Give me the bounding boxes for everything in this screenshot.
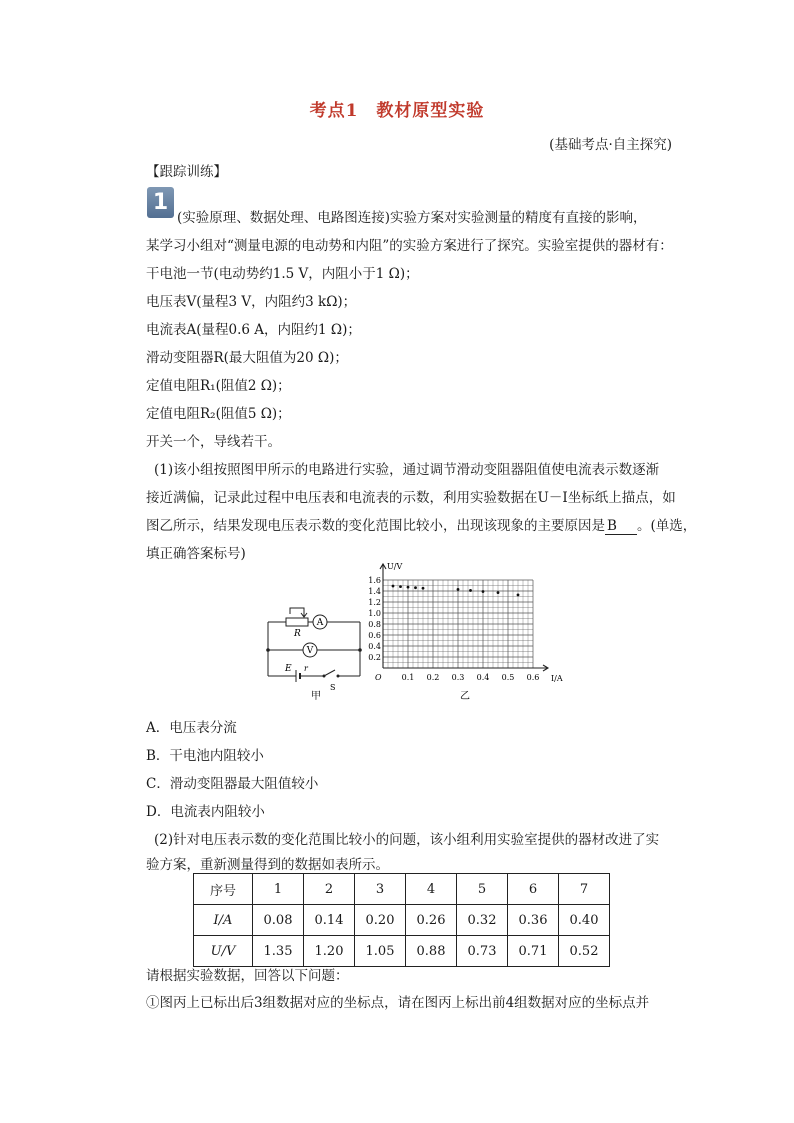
after-table-line-1: 请根据实验数据，回答以下问题： [146, 968, 349, 984]
part2-line-2: 验方案，重新测量得到的数据如表所示。 [146, 857, 389, 873]
table-row-voltage [194, 936, 610, 967]
table-cell: 0.71 [508, 936, 559, 967]
table-cell: 0.88 [406, 936, 457, 967]
y-tick-label: 1.6 [368, 576, 381, 585]
table-cell: 6 [508, 874, 559, 905]
after-table-line-2: ①图丙上已标出后3组数据对应的坐标点，请在图丙上标出前4组数据对应的坐标点并 [146, 995, 650, 1011]
graph-caption: 乙 [460, 691, 470, 702]
option-a: A．电压表分流 [146, 720, 237, 736]
rheostat-label: R [294, 629, 301, 639]
u-i-graph [365, 560, 575, 706]
part2-line-1: (2)针对电压表示数的变化范围比较小的问题，该小组利用实验室提供的器材改进了实 [154, 832, 660, 848]
table-cell: 0.14 [304, 905, 355, 936]
table-row-current [194, 905, 610, 936]
table-cell: 7 [559, 874, 610, 905]
equipment-item: 定值电阻R₂(阻值5 Ω)； [146, 406, 291, 422]
data-table [193, 873, 610, 967]
internal-resistance-label: r [304, 664, 308, 673]
table-cell: 0.36 [508, 905, 559, 936]
section-subtitle: (基础考点·自主探究) [549, 137, 672, 153]
x-tick-label: 0.5 [501, 673, 515, 682]
intro-line-1: (实验原理、数据处理、电路图连接)实验方案对实验测量的精度有直接的影响， [177, 210, 647, 226]
data-point [422, 587, 425, 590]
part1-line-1: (1)该小组按照图甲所示的电路进行实验，通过调节滑动变阻器阻值使电流表示数逐渐 [154, 462, 660, 478]
equipment-item: 开关一个，导线若干。 [146, 434, 281, 450]
emf-label: E [285, 664, 292, 674]
option-d: D．电流表内阻较小 [146, 804, 265, 820]
table-cell: 0.32 [457, 905, 508, 936]
data-point [469, 589, 472, 592]
part1-line-3-suffix: 。(单选， [637, 518, 697, 534]
answer-blank[interactable]: B [605, 518, 637, 535]
graph-grid [383, 580, 533, 668]
part1-line-4: 填正确答案标号) [146, 546, 246, 562]
y-tick-label: 0.2 [368, 653, 381, 662]
equipment-item: 电压表V(量程3 V，内阻约3 kΩ)； [146, 294, 357, 310]
x-axis-label: I/A [551, 674, 563, 683]
table-cell: 0.08 [253, 905, 304, 936]
y-tick-label: 1.0 [368, 609, 381, 618]
data-point [392, 585, 395, 588]
data-point [457, 588, 460, 591]
origin-label: O [375, 673, 382, 682]
table-cell: 1 [253, 874, 304, 905]
ammeter-label: A [316, 618, 324, 628]
voltmeter-label: V [306, 646, 314, 656]
table-cell: 5 [457, 874, 508, 905]
y-tick-label: 0.4 [368, 642, 381, 651]
y-tick-label: 1.2 [368, 598, 381, 607]
row-header-voltage: U/V [194, 936, 253, 967]
x-tick-label: 0.2 [426, 673, 440, 682]
part1-line-3-text: 图乙所示，结果发现电压表示数的变化范围比较小，出现该现象的主要原因是 [146, 518, 605, 534]
row-header-index: 序号 [194, 874, 253, 905]
x-tick-label: 0.1 [401, 673, 415, 682]
circuit-caption: 甲 [311, 691, 321, 700]
x-tick-label: 0.3 [451, 673, 465, 682]
table-cell: 0.73 [457, 936, 508, 967]
table-row-index [194, 874, 610, 905]
table-cell: 0.26 [406, 905, 457, 936]
section-label: 【跟踪训练】 [146, 164, 227, 180]
data-point [517, 593, 520, 596]
equipment-item: 干电池一节(电动势约1.5 V，内阻小于1 Ω)； [146, 266, 419, 282]
table-cell: 1.20 [304, 936, 355, 967]
data-point [407, 586, 410, 589]
table-cell: 0.20 [355, 905, 406, 936]
y-tick-label: 0.6 [368, 631, 381, 640]
equipment-item: 定值电阻R₁(阻值2 Ω)； [146, 378, 291, 394]
table-cell: 0.52 [559, 936, 610, 967]
y-tick-label: 1.4 [368, 587, 381, 596]
data-point [414, 586, 417, 589]
y-tick-label: 0.8 [368, 620, 381, 629]
page-title: 考点1 教材原型实验 [309, 101, 485, 121]
table-cell: 2 [304, 874, 355, 905]
data-point [399, 585, 402, 588]
part1-line-3 [146, 514, 696, 535]
intro-line-2: 某学习小组对“测量电源的电动势和内阻”的实验方案进行了探究。实验室提供的器材有： [146, 238, 673, 254]
table-cell: 0.40 [559, 905, 610, 936]
question-number-badge: 1 [147, 187, 174, 218]
x-tick-label: 0.4 [476, 673, 490, 682]
x-tick-label: 0.6 [526, 673, 540, 682]
option-b: B．干电池内阻较小 [146, 748, 264, 764]
switch-label: S [330, 683, 336, 692]
circuit-diagram [260, 600, 370, 700]
table-cell: 3 [355, 874, 406, 905]
data-point [482, 590, 485, 593]
row-header-current: I/A [194, 905, 253, 936]
y-axis-label: U/V [387, 562, 403, 571]
option-c: C．滑动变阻器最大阻值较小 [146, 776, 319, 792]
table-cell: 1.35 [253, 936, 304, 967]
table-cell: 1.05 [355, 936, 406, 967]
equipment-item: 电流表A(量程0.6 A，内阻约1 Ω)； [146, 322, 361, 338]
equipment-item: 滑动变阻器R(最大阻值为20 Ω)； [146, 350, 348, 366]
part1-line-2: 接近满偏，记录此过程中电压表和电流表的示数，利用实验数据在U－I坐标纸上描点，如 [146, 490, 676, 506]
table-cell: 4 [406, 874, 457, 905]
data-point [497, 591, 500, 594]
